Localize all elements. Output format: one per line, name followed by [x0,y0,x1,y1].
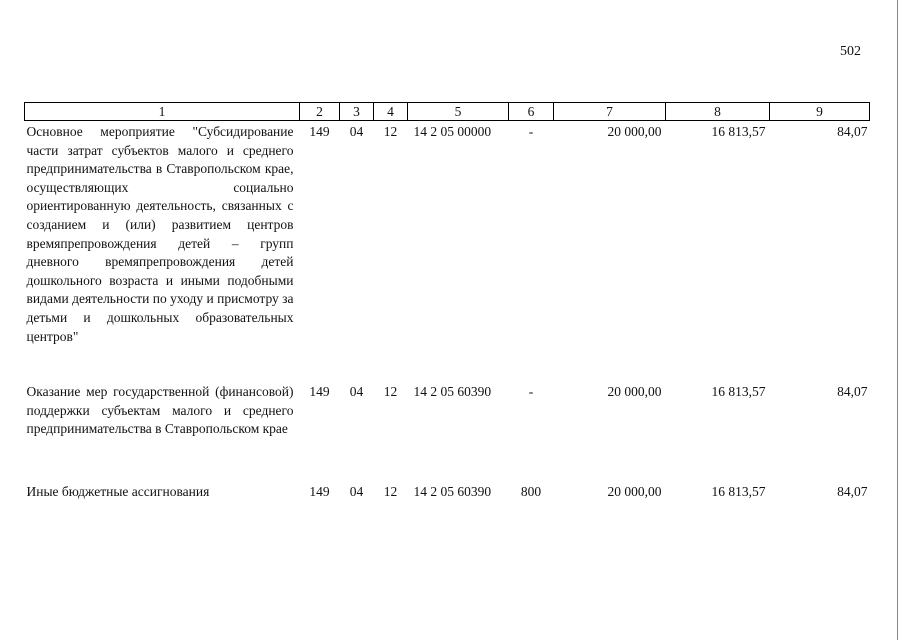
ministry-code: 149 [309,124,330,139]
column-header-5: 5 [408,103,509,121]
page-number: 502 [840,44,861,59]
column-header-7: 7 [554,103,666,121]
column-header-3: 3 [340,103,374,121]
subsection-code: 12 [383,124,398,139]
section-code: 04 [349,484,364,499]
column-header-9: 9 [770,103,870,121]
target-article-code: 14 2 05 60390 [413,384,492,399]
subsection-code: 12 [383,484,398,499]
planned-amount: 20 000,00 [607,484,662,499]
page-edge-rule [897,0,898,640]
row-name: Основное мероприятие "Субсидирование части затрат субъектов малого и среднего предпринимательства в Ставропольском крае, осуществляющих социально ориентированную деятельность, связанных с созданием и (или) развитием центров времяпрепровождения детей – групп дневного времяпрепровождения детей дошкольного возраста и иными подобными видами деятельности по уходу и присмотру за детьми и дошкольных образовательных центров" [26,124,294,344]
ministry-code: 149 [309,484,330,499]
actual-amount: 16 813,57 [711,484,766,499]
table-row [25,481,870,503]
execution-percent: 84,07 [837,124,868,139]
column-header-8: 8 [666,103,770,121]
execution-percent: 84,07 [837,484,868,499]
table-row [25,381,870,481]
expense-type-code: 800 [520,484,542,499]
expense-type-code: - [528,384,534,399]
budget-table [24,102,870,503]
expense-type-code: - [528,124,534,139]
header-row [25,103,870,121]
column-header-6: 6 [509,103,554,121]
row-name: Иные бюджетные ассигнования [26,484,210,499]
planned-amount: 20 000,00 [607,384,662,399]
column-header-2: 2 [300,103,340,121]
table-row [25,121,870,382]
planned-amount: 20 000,00 [607,124,662,139]
execution-percent: 84,07 [837,384,868,399]
section-code: 04 [349,384,364,399]
row-name: Оказание мер государственной (финансовой) поддержки субъектам малого и среднего предпринимательства в Ставропольском крае [26,384,294,437]
section-code: 04 [349,124,364,139]
ministry-code: 149 [309,384,330,399]
actual-amount: 16 813,57 [711,384,766,399]
column-header-1: 1 [25,103,300,121]
subsection-code: 12 [383,384,398,399]
column-header-4: 4 [374,103,408,121]
target-article-code: 14 2 05 60390 [413,484,492,499]
target-article-code: 14 2 05 00000 [413,124,492,139]
actual-amount: 16 813,57 [711,124,766,139]
